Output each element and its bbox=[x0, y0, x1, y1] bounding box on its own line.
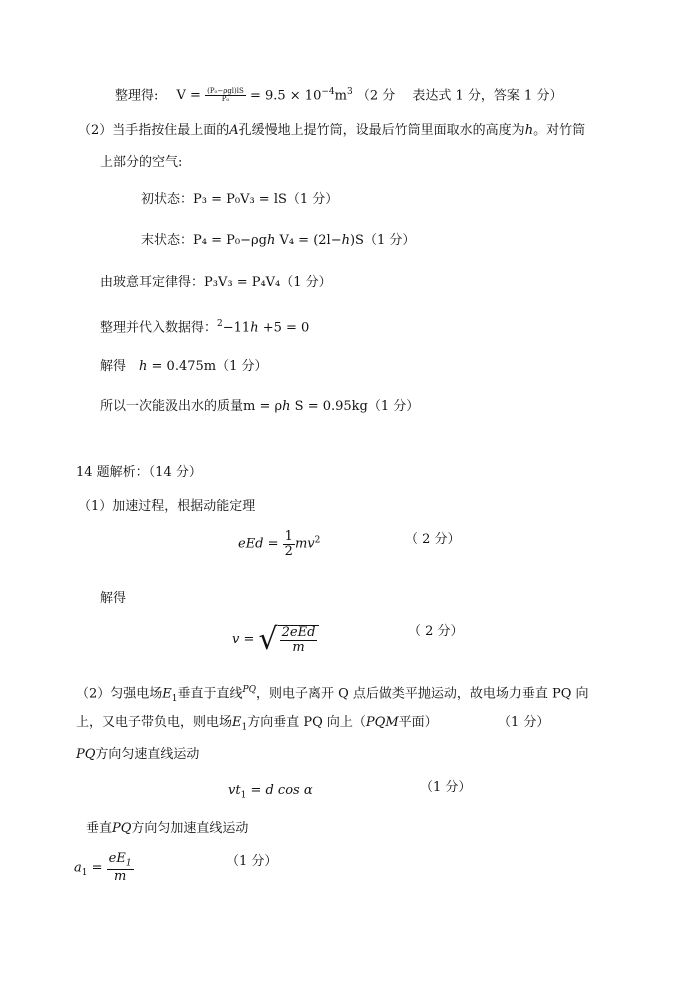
var-a: A bbox=[229, 123, 239, 138]
eq-v-lhs: V = bbox=[176, 88, 201, 104]
eq2-num: 2eEd bbox=[281, 624, 316, 640]
score-2a: （ 2 分） bbox=[405, 532, 461, 547]
mass-text-b: S = 0.95kg（1 分） bbox=[294, 399, 420, 414]
score-2b: （ 2 分） bbox=[408, 624, 464, 639]
eq4-sub: 1 bbox=[81, 867, 88, 878]
solve-text-b: = 0.475m（1 分） bbox=[147, 359, 268, 374]
var-h: h bbox=[341, 233, 350, 248]
eq1-rhs: mv bbox=[294, 536, 315, 552]
eq-kinetic-energy bbox=[238, 530, 320, 558]
var-pqm: PQM bbox=[365, 715, 399, 730]
p2-text-c: ，则电子离开 Q 点后做类平抛运动，故电场力垂直 PQ 向 bbox=[255, 686, 589, 702]
sqrt-symbol bbox=[259, 622, 320, 657]
initial-state: 初状态：P₃ = P₀V₃ = lS（1 分） bbox=[141, 192, 339, 207]
boyle-law: 由玻意耳定律得：P₃V₃ = P₄V₄（1 分） bbox=[100, 275, 332, 290]
eq4-den: m bbox=[113, 869, 127, 885]
var-e-sub: 1 bbox=[171, 693, 178, 704]
q14-title: 14 题解析：（14 分） bbox=[76, 465, 202, 480]
eq-v-exp: −4 bbox=[321, 87, 335, 98]
var-e: E bbox=[162, 686, 172, 702]
eq4-fraction bbox=[107, 852, 134, 884]
final-text-a: 末状态：P₄ = P₀−ρg bbox=[141, 233, 267, 248]
eq1-fraction bbox=[283, 530, 295, 558]
substitute-line bbox=[100, 320, 309, 334]
label-arrange: 整理得: bbox=[115, 88, 159, 104]
eq3-lhs: vt bbox=[228, 783, 241, 798]
part2-line1 bbox=[78, 124, 585, 137]
pq-uniform bbox=[76, 748, 199, 761]
eq2-lhs: v = bbox=[232, 632, 255, 647]
var-e-sub: 1 bbox=[241, 722, 248, 733]
eq1-exp: 2 bbox=[314, 535, 321, 546]
eq1-num: 1 bbox=[284, 529, 293, 544]
var-h: h bbox=[524, 123, 534, 138]
sub-text-c: +5 = 0 bbox=[258, 320, 310, 336]
radical-icon: √ bbox=[258, 622, 278, 657]
p2-line2-b: 方向垂直 PQ 向上（ bbox=[247, 715, 366, 730]
perp-accel bbox=[86, 822, 248, 835]
eq-velocity bbox=[232, 622, 319, 657]
eq-acceleration bbox=[74, 852, 134, 884]
part2-text-a: （2）当手指按住最上面的 bbox=[78, 123, 230, 138]
var-h: h bbox=[266, 233, 276, 248]
q14-part1: （1）加速过程，根据动能定理 bbox=[78, 499, 256, 514]
eq1-den: 2 bbox=[284, 543, 293, 559]
var-pq: PQ bbox=[76, 747, 96, 762]
final-text-b: V₄ = (2l− bbox=[279, 233, 342, 248]
solve-line bbox=[100, 360, 268, 373]
eq-v-unit-exp: 3 bbox=[346, 87, 353, 98]
sub-text-a: 整理并代入数据得： bbox=[100, 320, 218, 336]
p2-text-a: （2）匀强电场 bbox=[76, 686, 163, 702]
line-arrange-result bbox=[115, 88, 562, 104]
p2-text-b: 垂直于直线 bbox=[177, 686, 243, 702]
eq4-num-text: eE bbox=[108, 851, 126, 866]
pq-text: 方向匀速直线运动 bbox=[95, 747, 200, 762]
eq2-fraction bbox=[280, 626, 318, 654]
score-1b: （1 分） bbox=[420, 780, 472, 795]
part2-line2: 上部分的空气: bbox=[100, 155, 183, 170]
var-pq: PQ bbox=[112, 821, 132, 836]
final-text-c: )S（1 分） bbox=[349, 233, 416, 248]
score-1a: （1 分） bbox=[498, 715, 550, 730]
eq4-num-sub: 1 bbox=[125, 858, 132, 869]
eq3-sub: 1 bbox=[240, 790, 247, 801]
perp-text-a: 垂直 bbox=[86, 821, 113, 836]
var-h: h bbox=[282, 399, 291, 414]
q14-part2-line2 bbox=[76, 716, 438, 733]
frac-denominator: P₀ bbox=[221, 95, 230, 104]
perp-text-b: 方向匀加速直线运动 bbox=[131, 821, 249, 836]
final-state bbox=[141, 234, 415, 247]
mass-text-a: 所以一次能汲出水的质量m = ρ bbox=[100, 399, 283, 414]
score-note: （2 分 表达式 1 分，答案 1 分） bbox=[356, 88, 563, 104]
q14-part2-line1 bbox=[76, 686, 589, 704]
eq1-lhs: eEd = bbox=[238, 536, 279, 552]
var-h: h bbox=[139, 359, 148, 374]
part2-text-b: 孔缓慢地上提竹筒，设最后竹筒里面取水的高度为 bbox=[238, 123, 525, 138]
eq-v-result: = 9.5 × 10 bbox=[249, 88, 322, 104]
solve-label: 解得 bbox=[100, 591, 127, 606]
sub-text-b: −11 bbox=[222, 320, 251, 336]
var-pq: PQ bbox=[242, 685, 256, 695]
eq4-lhs: a bbox=[74, 860, 82, 876]
part2-text-c: 。对竹筒 bbox=[533, 123, 586, 138]
mass-line bbox=[100, 400, 419, 413]
eq-v-fraction bbox=[205, 88, 246, 104]
var-h: h bbox=[250, 320, 259, 336]
p2-line2-c: 平面） bbox=[398, 715, 438, 730]
eq3-rhs: = d cos α bbox=[250, 783, 313, 798]
eq-uniform bbox=[228, 784, 313, 801]
eq-v-unit: m bbox=[334, 88, 347, 104]
frac-numerator: (P₀−ρgl)lS bbox=[207, 87, 244, 95]
score-1c: （1 分） bbox=[226, 854, 278, 869]
eq4-num bbox=[107, 852, 134, 870]
p2-line2-a: 上，又电子带负电，则电场 bbox=[76, 715, 233, 730]
eq4-eq: = bbox=[87, 860, 103, 876]
sub-sup: 2 bbox=[217, 319, 223, 329]
eq2-den: m bbox=[292, 639, 305, 655]
var-e: E bbox=[232, 715, 242, 730]
solve-text-a: 解得 bbox=[100, 359, 140, 374]
